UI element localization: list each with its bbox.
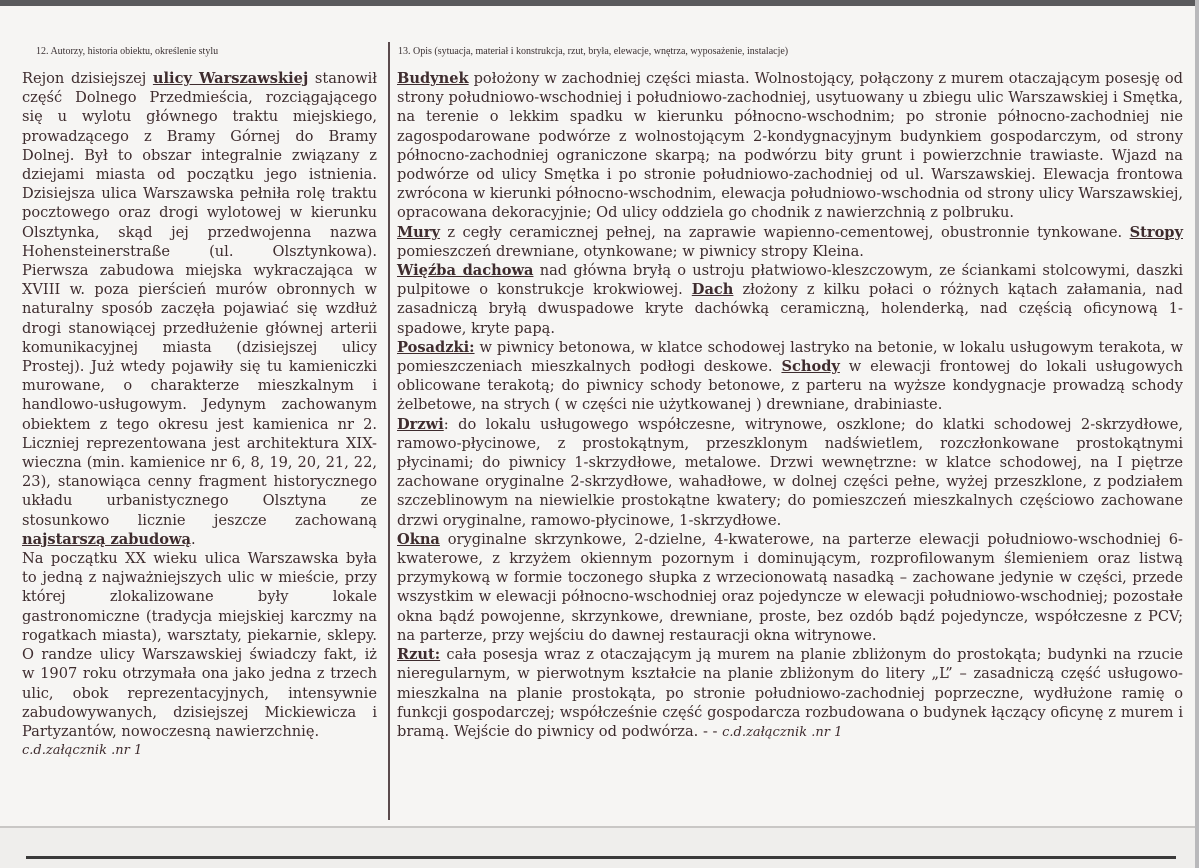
- form-bottom-rule: [26, 856, 1176, 859]
- keyword-stropy: Stropy: [1129, 223, 1183, 241]
- keyword-drzwi: Drzwi: [397, 415, 444, 433]
- keyword-budynek: Budynek: [397, 70, 469, 87]
- keyword-mury: Mury: [397, 223, 440, 241]
- keyword-dach: Dach: [691, 281, 734, 299]
- section-drzwi: Drzwi: do lokalu usługowego współczesne, witrynowe, oszklone; do klatki schodowej 2-skrzydłowe, ramowo-płycinowe, z prostokątnym, przeszklonym nadświetlem, rozczłonkowane prostokątnymi płycinami; do piwnicy 1-skrzydłowe, metalowe. Drzwi wewnętrzne: w klatce schodowej, na I piętrze zachowane oryginalne 2-skrzydłowe, wahadłowe, w dolnej części pełne, wyżej przeszklone, z podziałem szczeblinowym na niewielkie prostokątne kwatery; do pomieszczeń mieszkalnych częściowo zachowane drzwi oryginalne, ramowo-płycinowe, 1-skrzydłowe.: [397, 415, 1183, 529]
- keyword-schody: Schody: [781, 358, 840, 376]
- section-rzut: Rzut: cała posesja wraz z otaczającym ją murem na planie zbliżonym do prostokąta; budynki na rzucie nieregularnym, w pierwotnym kształcie na planie zbliżonym do litery „L” – zasadniczą część usługowo-mieszkalna na planie prostokąta, po stronie południowo-zachodniej poprzeczne, wydłużone ramię o funkcji gospodarczej; współcześnie część gospodarcza rozbudowana o budynek łączący oficynę z murem i bramą. Wejście do piwnicy od podwórza. - - c.d.załącznik .nr 1: [397, 646, 1183, 740]
- scan-bottom-strip: [0, 828, 1199, 868]
- keyword-ulica-warszawska: ulicy Warszawskiej: [152, 70, 309, 87]
- description-column: [397, 69, 1183, 742]
- section-okna: Okna oryginalne skrzynkowe, 2-dzielne, 4-kwaterowe, na parterze elewacji południowo-wschodniej 6-kwaterowe, z krzyżem okiennym pozornym i dominującym, rozprofilowanym ślemieniem oraz listwą przymykową w formie toczonego słupka z wrzecionowatą nasadką – zachowane jedynie w części, przede wszystkim w elewacji północno-wschodniej oraz pojedyncze w elewacji południowo-wschodniej; pozostałe okna bądź powojenne, skrzynkowe, drewniane, proste, bez ozdób bądź pojedyncze, współczesne z PCV; na parterze, przy wejściu do dawnej restauracji okna witrynowe.: [397, 530, 1183, 644]
- keyword-najstarsza-zabudowa: najstarszą zabudową: [22, 530, 192, 548]
- history-paragraph-1: Rejon dzisiejszej ulicy Warszawskiej stanowił część Dolnego Przedmieścia, rozciągającego się u wylotu głównego traktu miejskiego, prowadzącego z Bramy Górnej do Bramy Dolnej. Był to obszar integralnie związany z dziejami miasta od początku jego istnienia. Dzisiejsza ulica Warszawska pełniła rolę traktu pocztowego oraz drogi wylotowej w kierunku Olsztynka, skąd jej przedwojenna nazwa Hohensteinerstraße (ul. Olsztynkowa). Pierwsza zabudowa miejska wykraczająca w XVIII w. poza pierścień murów obronnych w naturalny sposób zaczęła pojawiać się wzdłuż drogi stanowiącej przedłużenie głównej arterii komunikacyjnej miasta (dzisiejszej ulicy Prostej). Już wtedy pojawiły się tu kamieniczki murowane, o charakterze mieszkalnym i handlowo-usługowym. Jedynym zachowanym obiektem z tego okresu jest kamienica nr 2. Liczniej reprezentowana jest architektura XIX-wieczna (min. kamienice nr 6, 8, 19, 20, 21, 22, 23), stanowiąca cenny fragment historycznego układu urbanistycznego Olsztyna ze stosunkowo licznie jeszcze zachowaną najstarszą zabudową.: [22, 70, 377, 548]
- section-posadzki-schody: Posadzki: w piwnicy betonowa, w klatce schodowej lastryko na betonie, w lokalu usługowym terakota, w pomieszczeniach mieszkalnych podłogi deskowe. Schody w elewacji frontowej do lokali usługowych oblicowane terakotą; do piwnicy schody betonowe, z parteru na wyższe kondygnacje prowadzą schody żelbetowe, na strych ( w części nie użytkowanej ) drewniane, drabiniaste.: [397, 338, 1184, 414]
- keyword-okna: Okna: [397, 530, 440, 548]
- section-12-header: 12. Autorzy, historia obiektu, określenie stylu: [36, 46, 219, 57]
- section-wiezba-dach: Więźba dachowa nad główna bryłą o ustroju płatwiowo-kleszczowym, ze ściankami stolcowymi, daszki pulpitowe o konstrukcje krokwiowej. Dach złożony z kilku połaci o różnych kątach załamania, nad zasadniczą bryłą dwuspadowe kryte dachówką ceramiczną, holenderką, nad częścią oficynową 1-spadowe, kryte papą.: [397, 262, 1183, 337]
- continuation-note-right: c.d.załącznik .nr 1: [722, 724, 843, 740]
- continuation-note-left: c.d.załącznik .nr 1: [22, 743, 143, 759]
- history-column: [22, 69, 377, 760]
- scan-right-edge: [1195, 0, 1199, 868]
- keyword-posadzki: Posadzki:: [397, 338, 475, 356]
- section-budynek: Budynek położony w zachodniej części miasta. Wolnostojący, połączony z murem otaczającym posesję od strony południowo-wschodniej i południowo-zachodniej, usytuowany u zbiegu ulic Warszawskiej i Smętka, na terenie o lekkim spadku w kierunku północno-wschodnim; po stronie północno-zachodniej nie zagospodarowane podwórze z wolnostojącym 2-kondygnacyjnym budynkiem gospodarczym, od strony północno-zachodniej ograniczone skarpą; na podwórzu bity grunt i powierzchnie trawiaste. Wjazd na podwórze od ulicy Smętka i po stronie południowo-zachodniej od ul. Warszawskiej. Elewacja frontowa zwrócona w kierunki północno-wschodnim, elewacja południowo-wschodnia od strony ulicy Warszawskiej, opracowana dekoracyjnie; Od ulicy oddziela go chodnik z nawierzchnią z polbruku.: [397, 70, 1183, 222]
- document-sheet: [0, 6, 1195, 826]
- section-13-header: 13. Opis (sytuacja, materiał i konstrukcja, rzut, bryła, elewacje, wnętrza, wyposażenie, instalacje): [398, 46, 789, 57]
- history-paragraph-2: Na początku XX wieku ulica Warszawska była to jedną z najważniejszych ulic w mieście, przy której zlokalizowane były lokale gastronomiczne (tradycja miejskiej karczmy na rogatkach miasta), warsztaty, piekarnie, sklepy. O randze ulicy Warszawskiej świadczy fakt, iż w 1907 roku otrzymała ona jako jedna z trzech ulic, obok reprezentacyjnych, intensywnie zabudowywanych, dzisiejszej Mickiewicza i Partyzantów, nowoczesną nawierzchnię.: [22, 550, 377, 740]
- column-divider: [388, 42, 390, 820]
- section-mury-stropy: Mury z cegły ceramicznej pełnej, na zaprawie wapienno-cementowej, obustronnie tynkowane. Stropy pomieszczeń drewniane, otynkowane; w piwnicy stropy Kleina.: [397, 223, 1183, 260]
- keyword-wiezba: Więźba dachowa: [397, 262, 534, 280]
- keyword-rzut: Rzut:: [397, 646, 441, 664]
